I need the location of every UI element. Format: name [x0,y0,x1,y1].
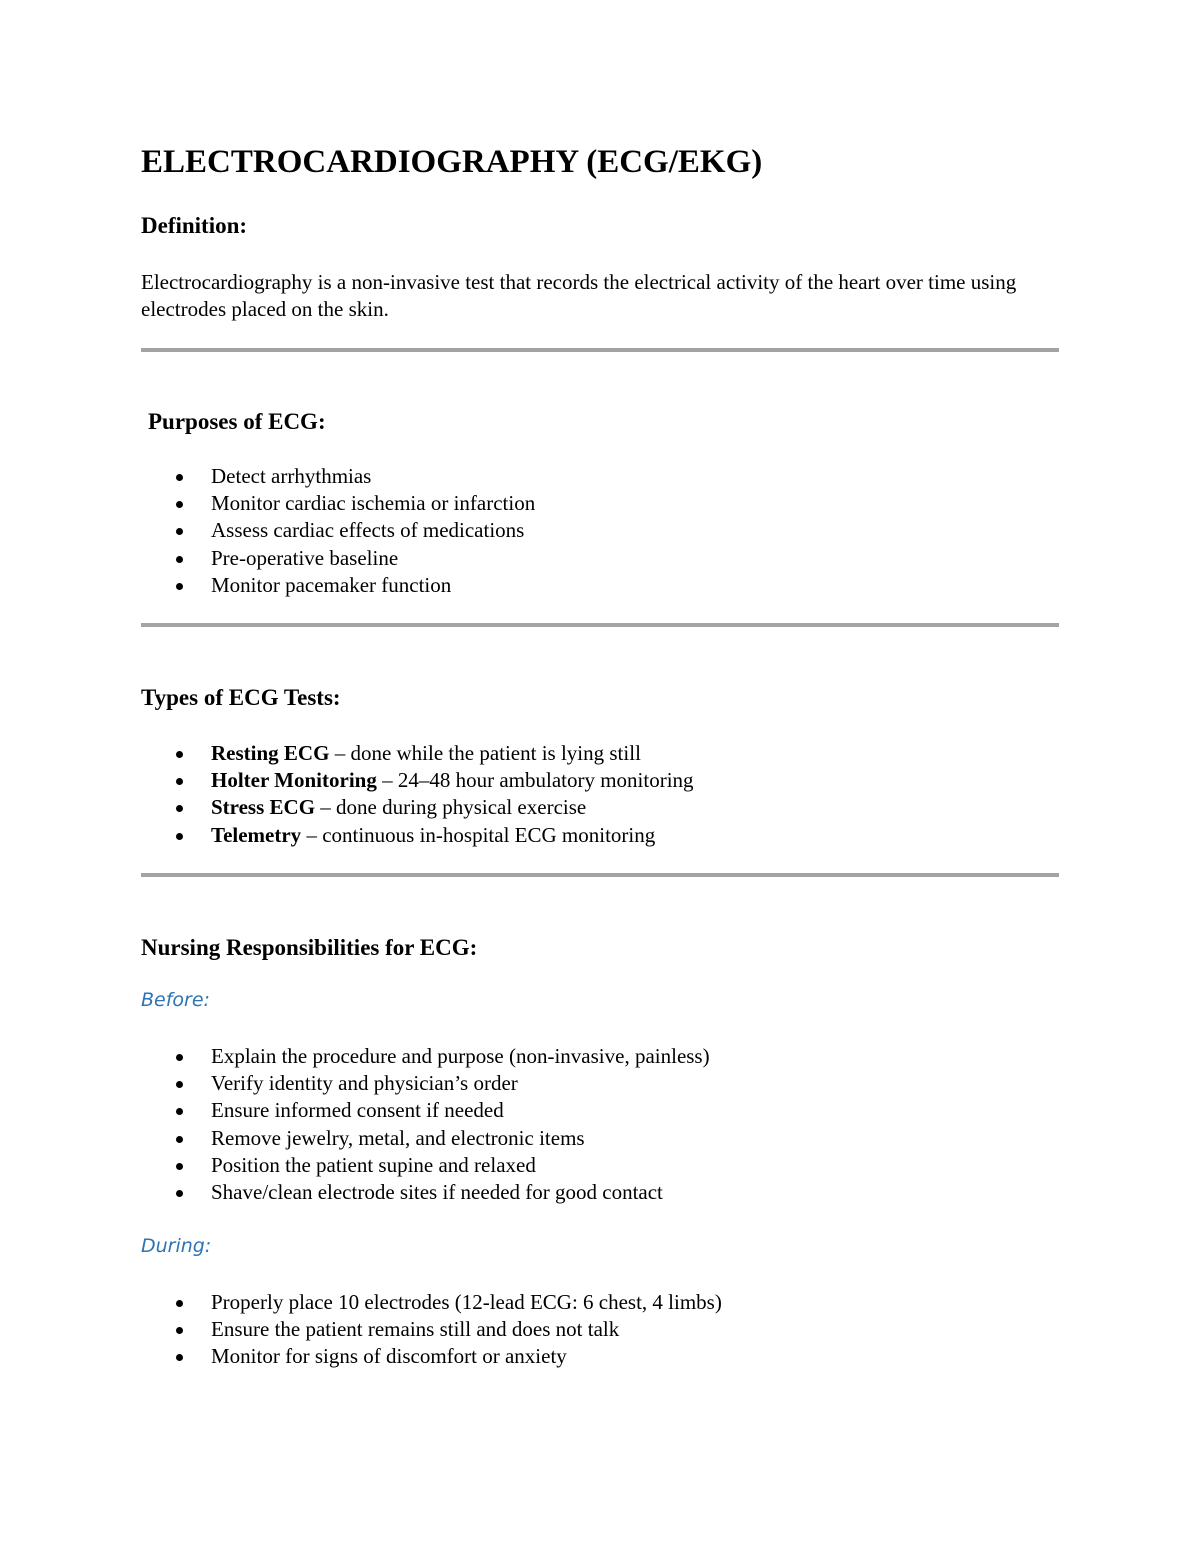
before-subheading: Before: [141,989,210,1011]
list-item: Monitor cardiac ischemia or infarction [141,490,535,517]
list-item: Monitor pacemaker function [141,572,535,599]
list-item: Properly place 10 electrodes (12-lead ECG: 6 chest, 4 limbs) [141,1289,722,1316]
list-item [141,794,694,821]
list-item: Ensure informed consent if needed [141,1097,710,1124]
document-title: ELECTROCARDIOGRAPHY (ECG/EKG) [141,144,763,180]
list-item [141,740,694,767]
list-item: Assess cardiac effects of medications [141,517,535,544]
list-item: Remove jewelry, metal, and electronic items [141,1125,710,1152]
section-divider [141,348,1059,352]
purposes-heading: Purposes of ECG: [148,409,326,434]
types-heading: Types of ECG Tests: [141,685,341,710]
during-list [141,1289,722,1371]
purposes-list [141,463,535,599]
list-item-description: – done while the patient is lying still [329,741,641,765]
definition-heading: Definition: [141,213,248,238]
section-divider [141,873,1059,877]
during-subheading: During: [141,1235,212,1257]
list-item: Monitor for signs of discomfort or anxiety [141,1343,722,1370]
list-item: Detect arrhythmias [141,463,535,490]
list-item: Shave/clean electrode sites if needed for good contact [141,1179,710,1206]
nursing-heading: Nursing Responsibilities for ECG: [141,935,478,960]
list-item-term: Holter Monitoring [211,768,377,793]
list-item-description: – done during physical exercise [315,795,587,820]
definition-text: Electrocardiography is a non-invasive test that records the electrical activity of the heart over time using electrodes placed on the skin. [141,270,1017,321]
list-item-term: Stress ECG [211,795,316,820]
list-item: Verify identity and physician’s order [141,1070,710,1097]
list-item-term: Resting ECG [211,741,330,765]
list-item: Pre-operative baseline [141,545,535,572]
before-list [141,1043,710,1206]
list-item: Ensure the patient remains still and does not talk [141,1316,722,1343]
list-item-term: Telemetry [211,822,302,847]
list-item: Position the patient supine and relaxed [141,1152,710,1179]
list-item [141,767,694,794]
types-list [141,740,694,849]
section-divider [141,623,1059,627]
list-item [141,822,694,849]
list-item-description: – 24–48 hour ambulatory monitoring [376,768,694,793]
list-item: Explain the procedure and purpose (non-invasive, painless) [141,1043,710,1070]
list-item-description: – continuous in-hospital ECG monitoring [301,822,656,847]
